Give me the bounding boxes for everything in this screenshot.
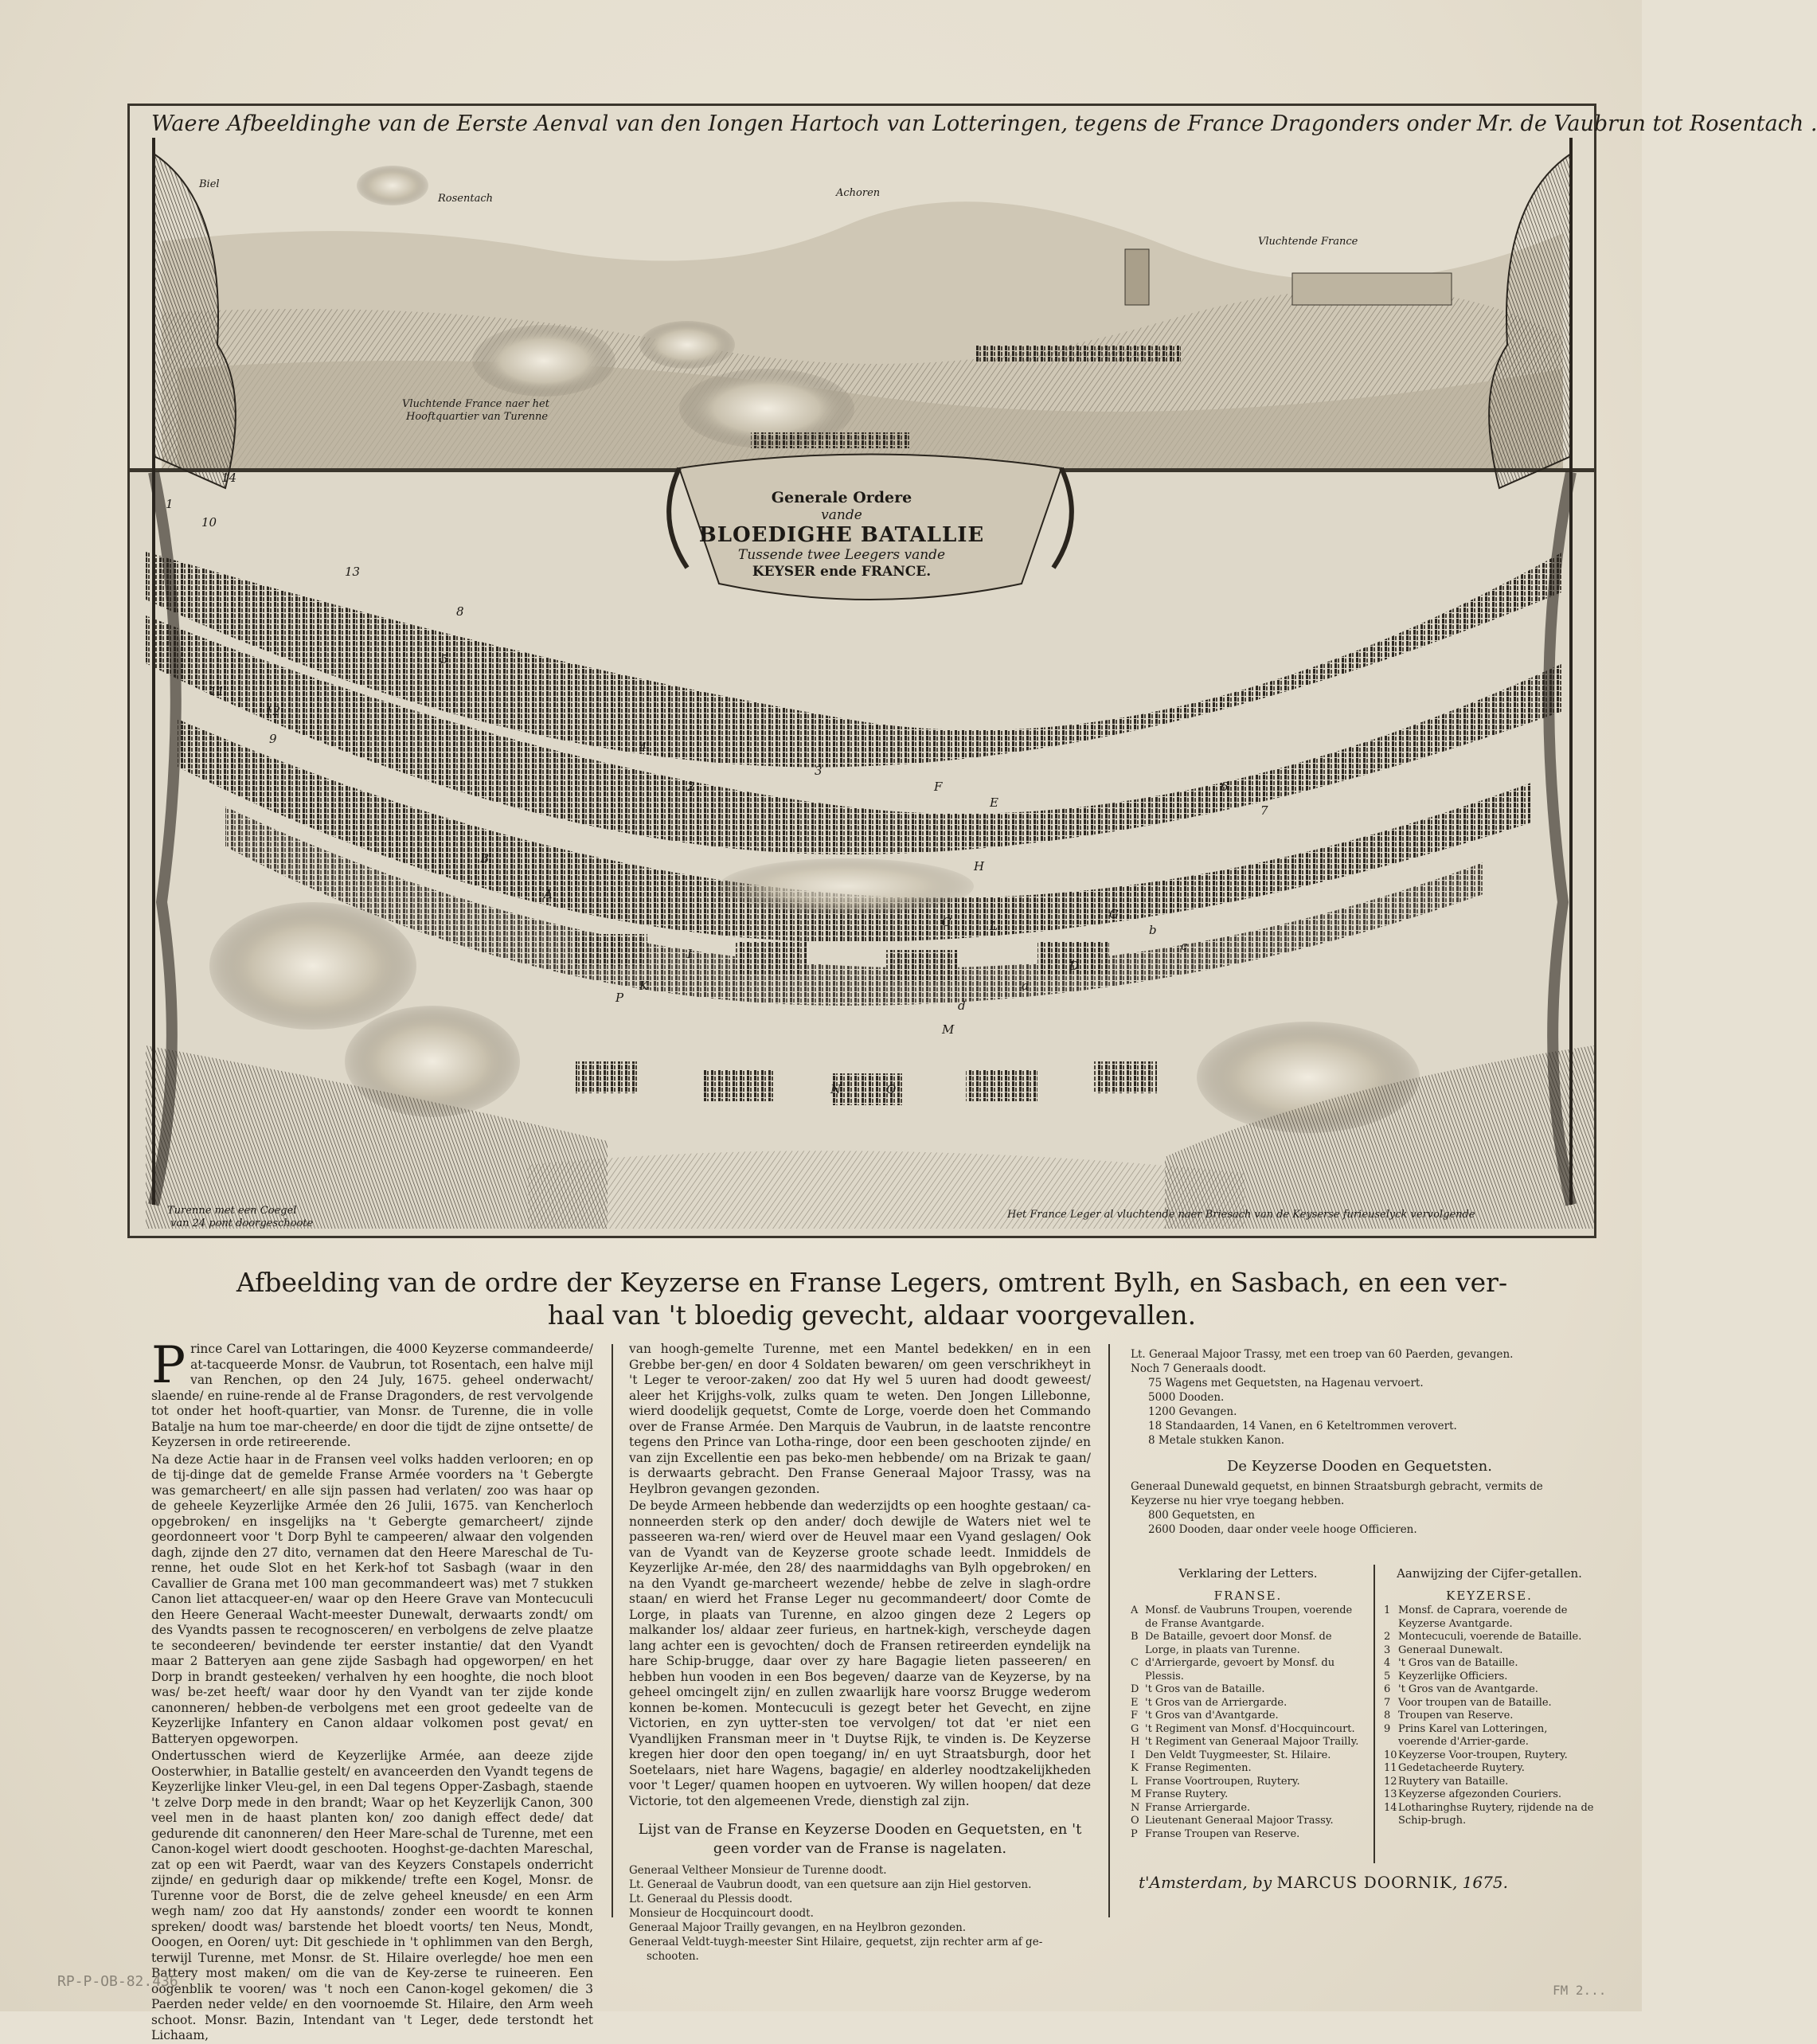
battle-label: A [544,887,553,901]
legend-entry [1131,1776,1366,1789]
battle-label: c [1181,939,1188,953]
battle-label: 2 [687,780,695,794]
legend-letters [1131,1565,1366,1841]
legend-key: 3 [1384,1643,1391,1656]
legend-entry [1131,1788,1366,1802]
legend-key: O [1131,1815,1139,1827]
legend-entry [1384,1631,1595,1644]
legend-entry [1131,1749,1366,1763]
headline [151,1266,1592,1331]
battle-label: 8 [456,604,464,619]
legend-entry [1384,1657,1595,1671]
column-losses [1131,1347,1588,1537]
battle-label: H [974,859,985,873]
battle-label: 7 [1260,803,1268,818]
casualty-item-continued: schooten. [647,1950,699,1963]
legend-entry [1131,1683,1366,1697]
landscape-scene [130,106,1817,472]
legend-value: 't Gros van de Bataille. [1145,1683,1265,1695]
legend-value: 't Gros van de Bataille. [1398,1657,1518,1669]
battle-label: M [942,1022,955,1037]
place-label-vluchtende-france: Vluchtende France [1258,236,1358,248]
legend-key: E [1131,1696,1139,1709]
legend-key: 10 [1384,1749,1397,1761]
battle-label: L [990,919,998,933]
dropcap: P [151,1336,186,1395]
legend-entry [1131,1736,1366,1749]
loss-count: 18 Standaarden, 14 Vanen, en 6 Keteltrommen verovert. [1148,1420,1457,1432]
legend-key: 13 [1384,1788,1397,1800]
battle-label: a [1022,979,1029,993]
loss-count: 75 Wagens met Gequetsten, na Hagenau vervoert. [1148,1377,1424,1389]
legend-entry [1384,1776,1595,1789]
battle-label: I [687,947,692,961]
battle-label: 4 [639,740,647,754]
legend-value: Lotharinghse Ruytery, rijdende na de Schip-brugh. [1398,1801,1594,1827]
loss-item: Noch 7 Generaals doodt. [1131,1362,1267,1375]
casualty-item: Lt. Generaal de Vaubrun doodt, van een quetsure aan zijn Hiel gestorven. [629,1878,1032,1891]
col2-paragraph-2: De beyde Armeen hebbende dan wederzijdts op een hooghte gestaan/ ca-nonneerden sterk op den ander/ doch dewijle de Waters niet wel te passeeren wa-ren/ wierd over de Heuvel maar een Vyand geslagen/ Ook van de Vyandt van de Keyzerse groote schade leedt. Inmiddels de Keyzerlijke Ar-mée, den 28/ des naarmiddaghs van Bylh opgebroken/ en na den Vyandt ge-marcheert wezende/ hebbe de zelve in slagh-ordre staan/ en wierd het Franse Leger nu gecommandeert/ door Comte de Lorge, in plaats van Turenne, en alzoo gingen deze 2 Legers op malkander los/ aldaar zeer furieus, en hartnek-kigh, verscheyde dagen lang achter een is gevochten/ doch de Fransen retireerden eyndelijk na hare Schip-brugge, daar over zy hare Bagagie lieten passeeren/ en hebben hun vooden in een Bos begeven/ daarze van de Keyzerse, by na geheel omcingelt zijn/ en zullen zwaarlijk hare voorsz Brugge wederom konnen be-komen. Montecuculi is gezegt beter het Gevecht, en zijne Victorien, en zyn uytter-sten toe vervolgen/ tot dat 'er niet een Vyandlijken Fransman meer in 't Duytse Rijk, te vinden is. De Keyzerse kregen hier door den open toegang/ in/ en uyt Straatsburgh, door het Soetelaars, niet hare Wagens, bagagie/ en alderley noodtzakelijkheden voor 't Leger/ quamen hoopen en uytvoeren. Wy willen hoopen/ dat deze Victorie, tot den algemeenen Vrede, dienstigh zal zijn. [629,1499,1091,1808]
headline-line-1: Afbeelding van de ordre der Keyzerse en Franse Legers, omtrent Bylh, en Sasbach, en een ver- [236,1267,1508,1298]
battle-engraving [130,106,1817,1236]
legend-numbers-title: Aanwijzing der Cijfer-getallen. [1397,1566,1582,1581]
legend-divider [1373,1565,1375,1863]
legend-entry [1131,1631,1366,1657]
legend-entry [1131,1723,1366,1737]
loss-item: Lt. Generaal Majoor Trassy, met een troep van 60 Paerden, gevangen. [1131,1348,1514,1361]
battle-label: d [958,999,966,1013]
legend-key: H [1131,1736,1140,1748]
legend-key: 14 [1384,1801,1397,1814]
battle-label: 3 [815,764,823,778]
casualty-list [629,1863,1091,1964]
legend-entry [1131,1762,1366,1776]
legend-key: L [1131,1775,1138,1788]
legend-value: Monsf. de Caprara, voerende de Keyzerse Avantgarde. [1398,1604,1568,1630]
legend-value: d'Arriergarde, gevoert by Monsf. du Plessis. [1145,1657,1335,1682]
legend-letters-title: Verklaring der Letters. [1178,1566,1318,1581]
legend-entry [1384,1788,1595,1802]
legend-entry [1384,1802,1595,1828]
legend-value: Ruytery van Bataille. [1398,1775,1509,1788]
legend-entry [1131,1604,1366,1631]
legend-key: 6 [1384,1683,1391,1695]
inventory-number: RP-P-OB-82.436 [57,1973,178,1990]
legend-value: Franse Ruytery. [1145,1788,1229,1800]
legend-letters-subtitle: FRANSE. [1213,1589,1283,1603]
casualty-item: Monsieur de Hocquincourt doodt. [629,1907,814,1920]
legend-key: A [1131,1604,1139,1616]
legend-entry [1384,1697,1595,1710]
legend-key: 7 [1384,1696,1391,1709]
col1-paragraph-1: rince Carel van Lottaringen, die 4000 Keyzerse commandeerde/ at-tacqueerde Monsr. de Vaubrun, tot Rosentach, een halve mijl van Renchen, op den 24 July, 1675. geheel onderwacht/ slaende/ en ruine-rende al de Franse Dragonders, de rest vervolgende tot onder het hooft-quartier, van Monsr. de Turenne, die in volle Batalje na hum toe mar-cheerde/ en door die tijdt de zijne ontsette/ de Keyzersen in orde retireerende. [151,1342,593,1449]
legend-key: D [1131,1683,1139,1695]
legend-entry [1384,1683,1595,1697]
legend-entry [1384,1671,1595,1684]
loss-count: 1200 Gevangen. [1148,1405,1237,1418]
battle-label: O [886,1082,897,1096]
col2-paragraph-1: van hoogh-gemelte Turenne, met een Mantel bedekken/ en in een Grebbe ber-gen/ en door 4 Soldaten bewaren/ om geen verschrikheyt in 't Leger te veroor-zaken/ zoo dat Hy wel 5 uuren had doodt geweest/ aleer het Krijghs-volk, zulks quam te weten. Den Jongen Lillebonne, wierd doodelijk gequetst, Comte de Lorge, voerde doen het Commando over de Franse Armée. Den Marquis de Vaubrun, in de laatste rencontre tegens den Prince van Lotha-ringe, door een been geschooten zijnde/ en van zijn Excellentie een pas beko-men hebbende/ om na Brizak te gaan/ is derwaarts gebracht. Den Franse Generaal Majoor Trassy, was na Heylbron gevangen gezonden. [629,1342,1091,1496]
legend-key: F [1131,1710,1139,1722]
legend-key: 1 [1384,1604,1391,1616]
legend-key: B [1131,1631,1139,1643]
legend-value: Den Veldt Tuygmeester, St. Hilaire. [1145,1749,1331,1761]
cartouche-line-1: Generale Ordere [771,489,912,506]
legend-numbers [1384,1565,1595,1828]
battle-label: b [1149,923,1157,937]
battle-label: K [639,979,649,993]
legend-value: Generaal Dunewalt. [1398,1643,1503,1656]
col1-paragraph-3: Ondertusschen wierd de Keyzerlijke Armée, aan deeze zijde Oosterwhier, in Batallie gestelt/ en avanceerden den Vyandt tegens de Keyzerlijke linker Vleu-gel, in een Dal tegens Opper-Zasbagh, staende 't zelve Dorp mede in den brandt; Waar op het Keyzerlijk Canon, 300 veel men in de haast planten kon/ zoo danigh effect dede/ dat gedurende dit canonneren/ den Heer Mare-schal de Turenne, met een Canon-kogel wiert doodt geschooten. Hooghst-ge-dachten Mareschal, zat op een wit Paerdt, waar van des Keyzers Constapels onderricht zijnde/ en gedurigh daar op mikkende/ trefte een Kogel, Monsr. de Turenne voor de Borst, die de zelve geheel kneusde/ en een Arm wegh nam/ zoo dat Hy aanstonds/ zonder een woordt te konnen spreken/ doodt was/ barstende het bloedt voorts/ ten Neus, Mondt, Ooogen, en Ooren/ uyt: Dit geschiede in 't ophlimmen van den Bergh, terwijl Turenne, met Monsr. de St. Hilaire overlegde/ hoe men een Battery most maken/ om die van de Key-zerse te ruineeren. Een oogenblik te vooren/ was 't noch een Canon-kogel gekomen/ die 3 Paerden neder velde/ en den voornoemde St. Hilaire, den Arm weeh schoot. Monsr. Bazin, Intendant van 't Leger, dede terstondt het Lichaam, [151,1749,593,2042]
legend-value: Franse Troupen van Reserve. [1145,1827,1300,1840]
battle-label: N [830,1082,842,1096]
legend-value: Troupen van Reserve. [1398,1710,1514,1722]
legend-numbers-subtitle: KEYZERSE. [1446,1589,1533,1603]
caption-france-leger: Het France Leger al vluchtende naer Briesach van de Keyserse furieuselyck vervolgende [1007,1209,1475,1221]
legend-entry [1131,1710,1366,1723]
caption-turenne-1: Turenne met een Coegel [167,1205,297,1217]
legend-entry [1384,1710,1595,1723]
imprint-year: , 1675. [1452,1873,1508,1892]
imperial-loss-count: 800 Gequetsten, en [1148,1509,1255,1522]
legend-value: Keyzerse Voor-troupen, Ruytery. [1398,1749,1568,1761]
legend-key: C [1131,1657,1139,1669]
legend-value: 't Regiment van Generaal Majoor Trailly. [1145,1736,1359,1748]
battle-label: C [942,915,951,929]
place-label-rosentach: Rosentach [438,193,493,205]
battle-label: 14 [221,471,237,485]
battle-label: 5 [440,652,448,666]
column-narrative-2 [629,1342,1091,1964]
legend-value: Franse Arriergarde. [1145,1801,1251,1814]
legend-value: Voor troupen van de Bataille. [1398,1696,1552,1709]
loss-count: 5000 Dooden. [1148,1391,1225,1404]
battle-label: F [934,780,943,794]
battle-label: D [1069,959,1080,973]
imperial-losses-text: Generaal Dunewald gequetst, en binnen Straatsburgh gebracht, vermits de Keyzerse nu hier vrye toegang hebben. [1131,1480,1543,1507]
imprint [1139,1873,1508,1892]
legend-key: 2 [1384,1631,1391,1643]
battle-label: 10 [201,515,217,530]
battle-label: E [990,795,998,810]
col1-paragraph-2: Na deze Actie haar in de Fransen veel volks hadden verlooren; en op de tij-dinge dat de gemelde Franse Armée voorders na 't Gebergte was gemarcheert/ en alle sijn passen had verlaten/ zoo was haar op de geheele Keyzerlijke Armée den 26 Julii, 1675. van Kencherloch opgebroken/ en insgelijks na 't Gebergte gemarcheert/ zijnde geordonneert voor 't Dorp Byhl te campeeren/ alwaar den volgenden dagh, zijnde den 27 dito, vernamen dat den Heere Mareschal de Tu-renne, het oude Slot en het Kerk-hof tot Sasbagh (waar in den Cavallier de Grana met 100 man gecommandeert was) met 7 stukken Canon liet attacqueer-en/ waar op den Heere Grave van Montecuculi den Heere Generaal Wacht-meester Dunewalt, derwaarts zondt/ om des Vyandts passen te recognosceren/ en verbolgens de zelve plaatze te secondeeren/ bevindende ter eerster instantie/ dat den Vyandt maar 2 Batteryen aan gene zijde Sasbagh had opgeworpen/ en het Dorp in brandt gesteeken/ verhalven hy een hooghte, die noch bloot was/ be-zet heeft/ waar door hy den Vyandt van ter zijde konde canonneren/ hebben-de verbolgens met een groot gedeelte van de Keyzerlijke Infantery en Canon aldaar volkomen post gevat/ en Batteryen opgeworpen. [151,1452,593,1746]
imprint-prefix: t'Amsterdam, by [1139,1873,1277,1892]
legend-key: N [1131,1801,1140,1814]
legend-value: 't Gros van de Avantgarde. [1398,1683,1538,1695]
legend-entry [1384,1749,1595,1763]
column-narrative-1 [151,1336,593,2044]
battle-label: 9 [269,732,277,746]
legend-value: 't Gros van d'Avantgarde. [1145,1710,1279,1722]
legend-value: Franse Voortroupen, Ruytery. [1145,1775,1300,1788]
legend-key: 4 [1384,1657,1391,1669]
legend-entry [1131,1697,1366,1710]
caption-turenne-2: van 24 pont doorgeschoote [170,1217,314,1229]
legend-entry [1131,1657,1366,1683]
legend-key: 9 [1384,1722,1391,1735]
legend-value: Gedetacheerde Ruytery. [1398,1762,1525,1774]
imperial-loss-count: 2600 Dooden, daar onder veele hooge Officieren. [1148,1523,1417,1536]
legend-key: 8 [1384,1710,1391,1722]
legend-value: Lieutenant Generaal Majoor Trassy. [1145,1815,1334,1827]
place-label-achoren: Achoren [836,187,881,199]
legend-value: 't Regiment van Monsf. d'Hocquincourt. [1145,1722,1355,1735]
casualty-list-title: Lijst van de Franse en Keyzerse Dooden en Gequetsten, en 't geen vorder van de Franse is nagelaten. [638,1821,1082,1857]
legend-entry [1131,1828,1366,1842]
imperial-losses-title: De Keyzerse Dooden en Gequetsten. [1227,1458,1492,1475]
legend-value: Montecuculi, voerende de Bataille. [1398,1631,1582,1643]
legend-value: Keyzerlijke Officiers. [1398,1670,1508,1682]
battle-label: 13 [345,565,361,579]
legend-key: M [1131,1788,1142,1800]
legend-letters-list [1131,1604,1366,1841]
legend-key: K [1131,1762,1139,1774]
casualty-item: Lt. Generaal du Plessis doodt. [629,1893,793,1905]
legend-key: I [1131,1749,1135,1761]
cartouche-line-2: vande [821,507,862,523]
legend-key: 5 [1384,1670,1391,1682]
loss-count: 8 Metale stukken Kanon. [1148,1434,1285,1447]
place-label-biel: Biel [199,178,220,190]
casualty-item: Generaal Majoor Trailly gevangen, en na Heylbron gezonden. [629,1921,967,1934]
legend-entry [1384,1644,1595,1658]
place-label-hooftquartier-1: Vluchtende France naer het [402,398,549,410]
battle-label: P [615,991,624,1005]
battle-label: 6 [1221,780,1229,794]
legend-key: G [1131,1722,1139,1735]
cartouche-line-5: KEYSER ende FRANCE. [752,564,932,580]
battle-label: 1 [166,497,174,511]
legend-value: Monsf. de Vaubruns Troupen, voerende de Franse Avantgarde. [1145,1604,1353,1630]
column-divider-1 [612,1344,613,1917]
cartouche-line-4: Tussende twee Leegers vande [737,547,946,563]
legend-value: Keyzerse afgezonden Couriers. [1398,1788,1562,1800]
legend-value: 't Gros van de Arriergarde. [1145,1696,1288,1709]
column-divider-2 [1108,1344,1110,1917]
legend-entry [1384,1604,1595,1631]
legend-numbers-list [1384,1604,1595,1828]
battle-label: B [480,851,490,866]
pencil-mark: FM 2... [1553,1983,1607,1998]
legend-entry [1131,1802,1366,1815]
legend-value: Prins Karel van Lotteringen, voerende d'Arrier-garde. [1398,1722,1548,1748]
legend-value: Franse Regimenten. [1145,1762,1252,1774]
legend-entry [1384,1723,1595,1749]
battle-label: 12 [265,704,281,718]
headline-line-2: haal van 't bloedig gevecht, aldaar voorgevallen. [547,1299,1197,1331]
casualty-item: Generaal Veltheer Monsieur de Turenne doodt. [629,1864,887,1877]
cartouche [686,466,997,597]
legend-key: 11 [1384,1762,1397,1774]
legend-entry [1384,1762,1595,1776]
battle-label: G [1109,907,1119,921]
battle-label: 11 [209,684,225,698]
cartouche-line-3: BLOEDIGHE BATALLIE [698,523,985,547]
imprint-publisher: MARCUS DOORNIK [1276,1873,1452,1892]
legend-key: 12 [1384,1775,1397,1788]
casualty-item: Generaal Veldt-tuygh-meester Sint Hilaire, gequetst, zijn rechter arm af ge- [629,1936,1043,1948]
plate-title: Waere Afbeeldinghe van de Eerste Aenval van den Iongen Hartoch van Lotteringen, tegens de France Dragonders onder Mr. de Vaubrun tot Rosentach . [151,111,1817,136]
legend-entry [1131,1815,1366,1828]
legend-value: De Bataille, gevoert door Monsf. de Lorge, in plaats van Turenne. [1145,1631,1332,1656]
legend-key: P [1131,1827,1138,1840]
place-label-hooftquartier-2: Hooftquartier van Turenne [406,411,549,423]
